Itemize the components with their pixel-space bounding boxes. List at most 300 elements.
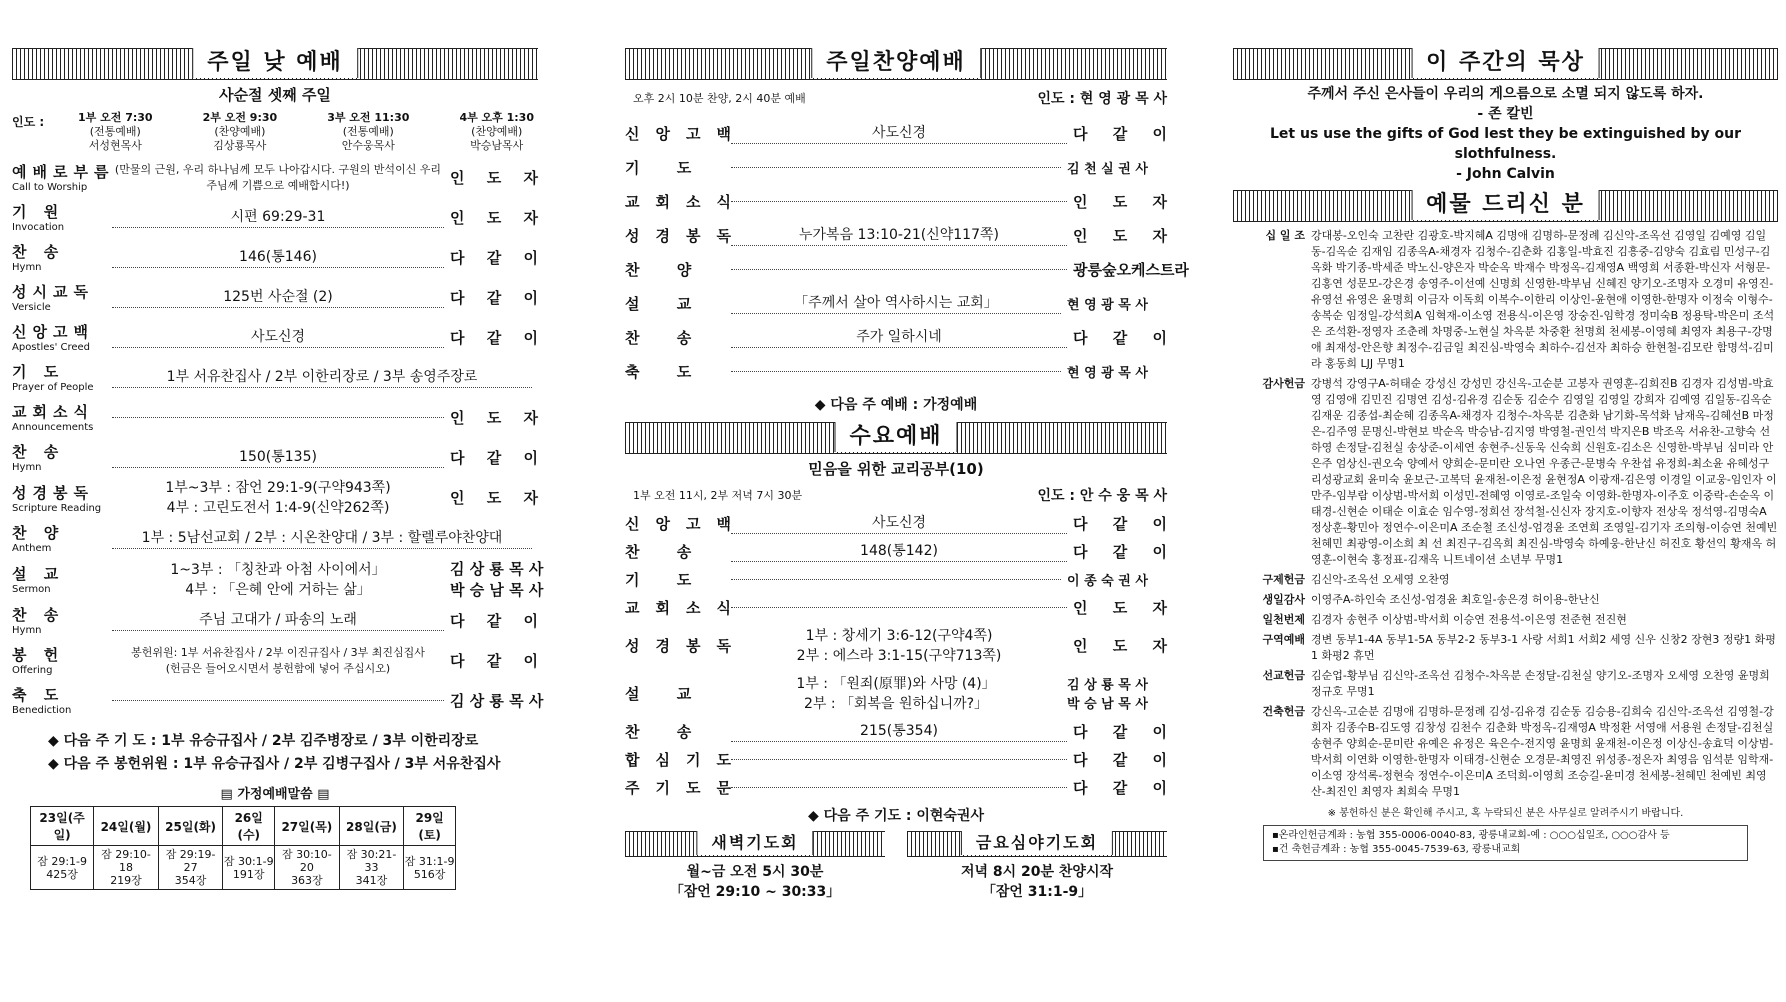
family-cell — [94, 846, 159, 890]
section-title: 이 주간의 묵상 — [1411, 48, 1600, 78]
donation-names: 이영주A-하인숙 조신성-엄경윤 최호일-송은경 허이용-한난신 — [1311, 593, 1600, 606]
order-label-ko: 설 교 — [12, 565, 65, 583]
order-item — [625, 184, 1167, 218]
wed-leader: 인도 : 안 수 웅 목 사 — [1037, 488, 1167, 504]
order-label-en: Scripture Reading — [12, 502, 102, 514]
order-label — [12, 522, 106, 554]
donation-category: 감사헌금 — [1262, 377, 1305, 390]
service-time: 3부 오전 11:30 — [327, 111, 410, 124]
order-item — [625, 593, 1167, 621]
order-who — [1067, 570, 1167, 589]
friday-text: 「잠언 31:1-9」 — [981, 884, 1093, 900]
order-who-text: 인 도 자 — [450, 168, 538, 187]
order-content — [112, 609, 444, 631]
order-item — [12, 518, 538, 558]
order-label — [12, 281, 106, 313]
order-content — [731, 224, 1067, 246]
order-label — [12, 321, 106, 353]
order-label-en: Versicle — [12, 302, 51, 313]
donation-category: 건축헌금 — [1262, 705, 1305, 718]
order-content-text: 1부 : 창세기 3:6-12(구약4쪽) — [805, 627, 993, 644]
order-item — [625, 218, 1167, 252]
order-content — [112, 527, 532, 549]
order-label: 찬 송 — [625, 722, 708, 741]
order-who — [1073, 777, 1167, 798]
order-content-text2: 4부 : 고린도전서 1:4-9(신약262쪽) — [166, 500, 390, 516]
order-who — [1067, 158, 1167, 177]
section-subtitle: 사순절 셋째 주일 — [219, 86, 331, 104]
service-type: (찬양예배) — [471, 125, 523, 138]
section-header — [907, 831, 1167, 855]
order-who — [1073, 513, 1167, 534]
order-content-text: (만물의 근원, 우리 하나님께 모두 나아갑시다. 구원의 반석이신 우리 주님께 기쁨으로 예배합시다!) — [114, 162, 442, 192]
family-verse: 잠 30:1-9 — [223, 854, 274, 868]
order-content-text: 「주께서 살아 역사하시는 교회」 — [794, 295, 998, 311]
order-item — [625, 509, 1167, 537]
order-item — [625, 116, 1167, 150]
order-label — [12, 684, 106, 716]
order-content-text: 봉헌위원: 1부 서유찬집사 / 2부 이진규집사 / 3부 최진심집사 — [131, 645, 425, 659]
order-item — [625, 252, 1189, 286]
family-cell — [339, 846, 404, 890]
order-content-text: 148(통142) — [860, 543, 938, 559]
leaders-label: 인도 : — [12, 115, 45, 129]
section-title: 새벽기도회 — [696, 831, 813, 855]
donation-names: 김순업-황부님 김신악-조옥선 김청수-차옥분 손정달-김천실 양기오-조명자 오세영 오찬영 윤명희 정규호 무명1 — [1311, 669, 1770, 698]
order-who-text: 현 영 광 목 사 — [1067, 365, 1148, 381]
donation-names: 강병석 강영구A-허태순 강성신 강성민 강신옥-고순분 고봉자 권영훈-김희진B 김경자 김성범-박효영 김영애 김민진 김명연 김성-김유경 김순동 김순수 김영일 김영일 강희자 김예영 김일동-김옥순 김재운 김종섭-최순혜 김종옥A-채경자 김청수-차옥분 김춘화 남기화-목석화 남재옥-김혜선B 마정은-김주영 문명신-박현보 박순옥 박승남-김지영 박영철-권인석 박지은B 박조옥 서유찬-고향숙 선하영 손정달-김천실 송상준-이세연 송현주-신동욱 신숙희 신원호-김소은 신영한-박부님 심미라 안은주 엄상신-권오숙 양예서 양희순-문미란 오나연 우종근-문병숙 우찬섭 유정희-최소윤 유혜성구리성광교회 윤미숙 윤보근-고복덕 윤재천-이은정 윤현정A 이광재-김은영 이경일 이교웅-임인자 이만주-임부람 이상범-박서희 이성민-전혜영 이영로-조일숙 이영화-한명자-이주호 이중락-손순옥 이태경-신현순 이태순 이효순 임수영-정희선 장석철-신신자 장지호-이향자 전상욱 정석영-김명숙A 정상훈-황민아 정연수-이은미A 조순철 조신성-엄경윤 조연희 조영일-김기자 조의형-이승연 천예빈 천혜민 최광영-이소희 최 선 최진구-김옥희 최진심-박영숙 하예웅-한난신 허진호 황선익 황재옥 허영훈-이현숙 홍정표-김재옥 니트네이션 소년부 무명1 — [1311, 377, 1778, 566]
order-who-text: 이 종 숙 권 사 — [1067, 573, 1148, 589]
order-content — [112, 559, 444, 600]
order-label-en: Announcements — [12, 422, 94, 433]
order-content-text: 누가복음 13:10-21(신약117쪽) — [799, 227, 999, 243]
order-who-text: 다 같 이 — [450, 288, 538, 307]
order-item — [12, 357, 538, 397]
service-time: 1부 오전 7:30 — [78, 111, 153, 124]
order-label-en: Offering — [12, 665, 53, 676]
order-who — [1073, 327, 1167, 348]
order-label — [12, 604, 106, 636]
order-item — [12, 157, 538, 197]
order-item — [12, 680, 544, 720]
order-who-text: 인 도 자 — [1073, 598, 1167, 617]
section-title: 금요심야기도회 — [961, 831, 1113, 855]
order-who-text: 다 같 이 — [450, 611, 538, 630]
order-who-text: 김 상 룡 목 사 — [450, 560, 544, 578]
service-leader — [327, 111, 409, 153]
order-label: 성경봉독 — [625, 226, 747, 245]
order-item — [12, 317, 538, 357]
order-label-ko: 찬 송 — [12, 606, 65, 624]
donation-row — [1233, 668, 1778, 700]
account-building: ▪건 축헌금계좌 : 농협 355-0045-7539-63, 광릉내교회 — [1272, 844, 1521, 855]
order-who-text: 인 도 자 — [450, 408, 538, 427]
order-label: 성경봉독 — [625, 636, 747, 655]
family-hymn: 354장 — [174, 874, 207, 887]
order-who — [450, 487, 538, 508]
prayer-meetings — [625, 831, 1167, 901]
order-who — [1073, 597, 1167, 618]
order-content-text2: (헌금은 들어오시면서 봉헌함에 넣어 주십시오) — [165, 661, 391, 675]
order-content-text: 1부~3부 : 잠언 29:1-9(구약943쪽) — [165, 480, 391, 496]
order-label-en: Anthem — [12, 543, 52, 554]
family-cell — [404, 846, 456, 890]
order-content — [731, 166, 1061, 168]
order-label: 신앙고백 — [625, 124, 747, 143]
order-who-text: 다 같 이 — [1073, 542, 1167, 561]
order-who — [450, 610, 538, 631]
order-label-ko: 교회소식 — [12, 403, 94, 421]
family-day: 24일(월) — [94, 807, 159, 846]
order-content-text: 시편 69:29-31 — [230, 209, 326, 225]
order-item — [625, 669, 1167, 717]
order-label-ko: 기 도 — [12, 363, 65, 381]
donation-list — [1233, 228, 1778, 800]
order-who — [1073, 191, 1167, 212]
wed-time-row — [633, 485, 1167, 505]
order-label-ko: 신앙고백 — [12, 323, 94, 341]
order-item — [625, 286, 1167, 320]
order-label: 기 도 — [625, 570, 708, 589]
section-header — [625, 48, 1167, 78]
service-leader — [203, 111, 278, 153]
donation-row — [1233, 632, 1778, 664]
order-who-text: 인 도 자 — [1073, 226, 1167, 245]
order-label — [12, 401, 106, 433]
order-content — [731, 326, 1067, 348]
order-item — [12, 237, 538, 277]
order-who-text: 다 같 이 — [1073, 778, 1167, 797]
next-offering: ◆ 다음 주 봉헌위원 : 1부 유승규집사 / 2부 김병구집사 / 3부 서유찬집사 — [48, 756, 501, 772]
order-label: 설 교 — [625, 684, 708, 703]
order-item — [12, 397, 538, 437]
order-who — [1067, 362, 1167, 381]
order-who-text: 다 같 이 — [1073, 328, 1167, 347]
section-title: 수요예배 — [834, 422, 957, 452]
service-time: 2부 오전 9:30 — [202, 111, 278, 124]
order-content-text: 사도신경 — [871, 515, 927, 531]
order-label: 찬 송 — [625, 542, 708, 561]
order-item — [12, 477, 538, 518]
section-header — [12, 48, 538, 78]
donation-category: 선교헌금 — [1262, 669, 1305, 682]
service-leader — [78, 111, 153, 153]
order-content-text: 사도신경 — [871, 125, 927, 141]
order-who-text: 광릉숲오케스트라 — [1073, 260, 1189, 279]
service-leader: 김상룡목사 — [213, 139, 267, 152]
donation-category: 구역예배 — [1262, 633, 1305, 646]
order-label-ko: 축 도 — [12, 686, 65, 704]
order-who — [450, 407, 538, 428]
family-hymn: 341장 — [355, 874, 388, 887]
order-who — [450, 247, 538, 268]
donation-category: 생일감사 — [1262, 593, 1305, 606]
order-item — [12, 197, 538, 237]
order-label-en: Hymn — [12, 462, 42, 473]
donation-names: 강대봉-오인숙 고찬란 김광호-박지혜A 김명애 김명하-문정례 김신악-조옥선 김영일 김예영 김일동-김옥순 김재임 김종옥A-채경자 김청수-김춘화 김홍일-박효진 김흥중-김양숙 김효림 민성구-김옥화 박기종-박세준 박노신-양은자 박순옥 박재수 박정옥-김재영A 백영희 서종환-박신자 서형문-김홍연 성문모-강은경 송영주-이선예 신명희 신영한-박부님 신혜진 양기오-조명자 오경미 유영진-유영선 유영은 윤명희 이금자 이독희 이복수-이한리 이상인-윤현애 이영한-한명자 이정숙 이형수-송복순 임정일-강석희A 임혁재-이소영 전용식-이은영 장숭진-임학경 정미숙B 정용탁-박은미 조석은 조석환-정영자 조춘례 차명중-노현실 차옥분 차중환 천명희 천세봉-이영혜 최영자 최용구-강명애 최재성-안은향 최정수-김금일 최진심-박영숙 최하수-김선자 최하승 한현철-김모란 함명석-김미라 홍동희 LJJ 무명1 — [1311, 229, 1775, 370]
order-content — [731, 200, 1067, 202]
order-content — [731, 673, 1061, 714]
order-content — [112, 206, 444, 228]
wed-time: 1부 오전 11시, 2부 저녁 7시 30분 — [633, 489, 803, 502]
order-item — [12, 437, 538, 477]
order-label-en: Invocation — [12, 222, 65, 233]
order-who-text: 다 같 이 — [1073, 722, 1167, 741]
order-label — [12, 201, 106, 233]
dawn-prayer — [625, 831, 885, 901]
order-label-ko: 예배로부름 — [12, 163, 115, 181]
leaders-row — [12, 111, 538, 157]
order-content — [112, 477, 444, 518]
family-verse: 잠 29:19-27 — [165, 848, 216, 874]
family-cell — [275, 846, 340, 890]
order-item — [625, 320, 1167, 354]
order-content-text: 주님 고대가 / 파송의 노래 — [199, 612, 357, 628]
family-verse: 잠 29:1-9 — [37, 854, 87, 868]
family-hymn: 191장 — [232, 867, 265, 881]
praise-time: 오후 2시 10분 찬양, 2시 40분 예배 — [633, 92, 806, 105]
order-who — [450, 207, 538, 228]
offer-note: ※ 봉헌하신 분은 확인해 주시고, 혹 누락되신 분은 사무실로 알려주시기 바랍니다. — [1327, 808, 1684, 819]
praise-worship-column — [625, 48, 1189, 901]
order-label: 합심기도 — [625, 750, 747, 769]
sunday-morning-column — [12, 48, 544, 890]
family-day: 29일(토) — [404, 807, 456, 846]
meditation-column — [1233, 48, 1778, 861]
order-who — [450, 167, 538, 188]
order-who-text: 김 상 룡 목 사 — [1067, 678, 1148, 693]
order-who-text: 다 같 이 — [450, 328, 538, 347]
praise-time-row — [633, 88, 1167, 108]
order-who-text: 현 영 광 목 사 — [1067, 297, 1148, 313]
service-leader: 서성현목사 — [88, 139, 142, 152]
order-who-text: 다 같 이 — [450, 448, 538, 467]
family-cell — [223, 846, 275, 890]
section-header — [625, 422, 1167, 452]
meditation — [1233, 84, 1778, 184]
order-item — [625, 354, 1167, 388]
section-title: 주일찬양예배 — [811, 48, 981, 78]
order-label: 축 도 — [625, 362, 708, 381]
order-who — [1073, 749, 1167, 770]
order-content — [731, 578, 1061, 580]
order-label-ko: 성경봉독 — [12, 483, 94, 502]
service-type: (전통예배) — [89, 125, 141, 138]
friday-time: 저녁 8시 20분 찬양시작 — [960, 864, 1114, 880]
wed-subtitle: 믿음을 위한 교리공부(10) — [808, 460, 984, 478]
order-content — [731, 625, 1067, 666]
family-cell — [31, 846, 94, 890]
quote-en: Let us use the gifts of God lest they be extinguished by our slothfulness. — [1270, 126, 1741, 162]
donation-row — [1233, 612, 1778, 628]
order-content — [112, 644, 444, 677]
order-who-text: 인 도 자 — [1073, 636, 1167, 655]
donation-row — [1233, 228, 1778, 372]
order-content — [731, 512, 1067, 534]
order-item — [625, 565, 1167, 593]
donation-row — [1233, 572, 1778, 588]
account-online: ▪온라인헌금계좌 : 농협 355-0006-0040-83, 광릉내교회-예 : ○○○십일조, ○○○감사 등 — [1272, 830, 1670, 841]
order-who — [1067, 294, 1167, 313]
order-label — [12, 361, 106, 393]
account-box — [1263, 825, 1748, 861]
order-label: 기 도 — [625, 158, 708, 177]
order-label: 교회소식 — [625, 192, 747, 211]
order-who — [1073, 721, 1167, 742]
order-who-text2: 박 승 남 목 사 — [450, 581, 544, 599]
family-verse: 잠 30:10-20 — [281, 848, 332, 874]
family-day: 27일(목) — [275, 807, 340, 846]
order-label-ko: 기 원 — [12, 203, 65, 221]
order-item — [12, 277, 538, 317]
order-who — [450, 650, 538, 671]
order-label-en: Benediction — [12, 705, 72, 716]
author-en: - John Calvin — [1456, 166, 1555, 182]
order-content — [731, 606, 1067, 608]
donation-names: 김경자 송현주 이상범-박서희 이승연 전용석-이은영 전준현 전진현 — [1311, 613, 1627, 626]
order-item — [625, 745, 1167, 773]
order-content — [112, 326, 444, 348]
order-label-ko: 봉 헌 — [12, 646, 65, 664]
order-who — [1073, 123, 1167, 144]
order-label: 주기도문 — [625, 778, 747, 797]
family-day: 28일(금) — [339, 807, 404, 846]
leaders-list — [78, 111, 534, 153]
order-content — [112, 246, 444, 268]
order-content-text2: 4부 : 「은혜 안에 거하는 삶」 — [185, 581, 371, 598]
order-content-text: 146(통146) — [239, 249, 317, 265]
order-content-text: 1부 서유찬집사 / 2부 이한리장로 / 3부 송영주장로 — [166, 369, 478, 385]
family-title: ▤ 가정예배말씀 ▤ — [220, 787, 330, 802]
family-hymn: 363장 — [291, 874, 323, 887]
order-who — [450, 690, 544, 711]
order-label — [12, 482, 106, 514]
order-content-text2: 2부 : 「회복을 원하십니까?」 — [803, 695, 989, 712]
order-label-en: Hymn — [12, 625, 42, 636]
praise-order — [625, 116, 1189, 388]
order-label — [12, 563, 106, 595]
order-content — [112, 446, 444, 468]
order-item — [625, 150, 1167, 184]
order-who — [450, 327, 538, 348]
section-title: 주일 낮 예배 — [192, 48, 358, 78]
service-time: 4부 오후 1:30 — [459, 111, 534, 124]
order-who — [1073, 259, 1189, 280]
order-content — [731, 720, 1067, 742]
order-label — [12, 241, 106, 273]
order-label-en: Hymn — [12, 262, 42, 273]
dawn-text: 「잠언 29:10 ~ 30:33」 — [669, 884, 841, 900]
donation-row — [1233, 376, 1778, 568]
donation-row — [1233, 704, 1778, 800]
order-who-text: 다 같 이 — [1073, 750, 1167, 769]
family-day: 23일(주일) — [31, 807, 94, 846]
order-who — [450, 558, 544, 600]
order-content-text: 150(통135) — [239, 449, 317, 465]
order-label-ko: 찬 송 — [12, 243, 65, 261]
order-content-text: 125번 사순절 (2) — [223, 289, 333, 305]
worship-order — [12, 157, 544, 720]
order-who — [1073, 635, 1167, 656]
order-label: 신앙고백 — [625, 514, 747, 533]
order-label-en: Sermon — [12, 584, 51, 595]
order-item — [12, 640, 538, 680]
order-content-text: 사도신경 — [250, 329, 306, 345]
order-label — [12, 441, 106, 473]
order-who-text2: 박 승 남 목 사 — [1067, 697, 1148, 712]
family-hymn: 516장 — [413, 867, 446, 881]
order-content — [112, 699, 444, 701]
service-leader — [459, 111, 534, 153]
next-prayer: ◆ 다음 주 기 도 : 1부 유승규집사 / 2부 김주병장로 / 3부 이한리장로 — [48, 733, 479, 749]
order-label-en: Apostles' Creed — [12, 342, 91, 353]
next-prayer: ◆ 다음 주 기도 : 이현숙권사 — [808, 808, 984, 824]
author-ko: - 존 칼빈 — [1477, 106, 1534, 122]
order-label-ko: 찬 송 — [12, 443, 65, 461]
order-label — [12, 161, 115, 193]
order-who-text: 다 같 이 — [1073, 514, 1167, 533]
order-item — [12, 600, 538, 640]
order-who-text: 다 같 이 — [450, 248, 538, 267]
order-content-text: 1~3부 : 「칭찬과 아첨 사이에서」 — [170, 561, 386, 578]
order-content-text: 1부 : 5남선교회 / 2부 : 시온찬양대 / 3부 : 할렐루야찬양대 — [141, 530, 503, 546]
donation-category: 십 일 조 — [1265, 229, 1305, 242]
family-hymn: 219장 — [110, 874, 142, 887]
order-item — [625, 717, 1167, 745]
order-content — [731, 758, 1067, 760]
donation-category: 구제헌금 — [1262, 573, 1305, 586]
order-item — [625, 537, 1167, 565]
service-type: (전통예배) — [342, 125, 394, 138]
next-worship: ◆ 다음 주 예배 : 가정예배 — [814, 397, 978, 413]
order-who — [450, 447, 538, 468]
praise-leader: 인도 : 현 영 광 목 사 — [1037, 91, 1167, 107]
order-content-text2: 2부 : 에스라 3:1-15(구약713쪽) — [796, 647, 1002, 664]
order-who — [450, 287, 538, 308]
order-item — [625, 621, 1167, 669]
order-content — [731, 268, 1067, 270]
service-type: (찬양예배) — [214, 125, 266, 138]
order-who-text: 다 같 이 — [450, 651, 538, 670]
order-content — [112, 286, 444, 308]
order-who — [1067, 674, 1167, 712]
family-hymn: 425장 — [46, 867, 78, 881]
family-verse: 잠 29:10-18 — [101, 848, 151, 874]
family-day: 26일(수) — [223, 807, 275, 846]
quote-ko: 주께서 주신 은사들이 우리의 게으름으로 소멸 되지 않도록 하자. — [1307, 86, 1704, 102]
order-item — [625, 773, 1167, 801]
order-label-en: Prayer of People — [12, 382, 94, 393]
family-table — [30, 806, 456, 890]
family-verse: 잠 30:21-33 — [346, 848, 397, 874]
order-item — [12, 558, 544, 600]
order-content — [731, 370, 1061, 372]
order-label-ko: 성시교독 — [12, 283, 94, 301]
section-title: 예물 드리신 분 — [1411, 190, 1600, 220]
donation-row — [1233, 592, 1778, 608]
donation-names: 강신옥-고순분 김명애 김명하-문정례 김성-김유경 김순동 김승용-김희숙 김신악-조옥선 김영철-강희자 김종수B-김도영 김창성 김천수 김춘화 박정옥-김재영A 박정환 서영애 서용원 손정달-김천실 송현주 양희순-문미란 유예은 유정은 육은수-전지영 윤명희 윤재천-이은정 이상신-송효덕 이상범-박서희 이연화 이영한-한명자 이태경-신현순 오경문-최영진 위성종-정은자 최영음 임석분 임학재-이소영 장석록-정현숙 정연수-이은미A 조덕희-이영희 조승길-윤미경 천세봉-천혜민 천예빈 최영산-최진인 최영자 최희숙 무명1 — [1311, 705, 1774, 798]
donation-names: 김신악-조옥선 오세영 오찬영 — [1311, 573, 1450, 586]
order-who-text: 인 도 자 — [1073, 192, 1167, 211]
wed-order — [625, 509, 1167, 801]
order-content-text: 1부 : 「원죄(原罪)와 사망 (4)」 — [796, 675, 996, 692]
order-label: 찬 양 — [625, 260, 708, 279]
order-label-en: Call to Worship — [12, 182, 88, 193]
order-who — [1073, 225, 1167, 246]
order-content-text: 주가 일하시네 — [856, 329, 942, 345]
service-leader: 박승남목사 — [470, 139, 524, 152]
order-label — [12, 644, 106, 676]
